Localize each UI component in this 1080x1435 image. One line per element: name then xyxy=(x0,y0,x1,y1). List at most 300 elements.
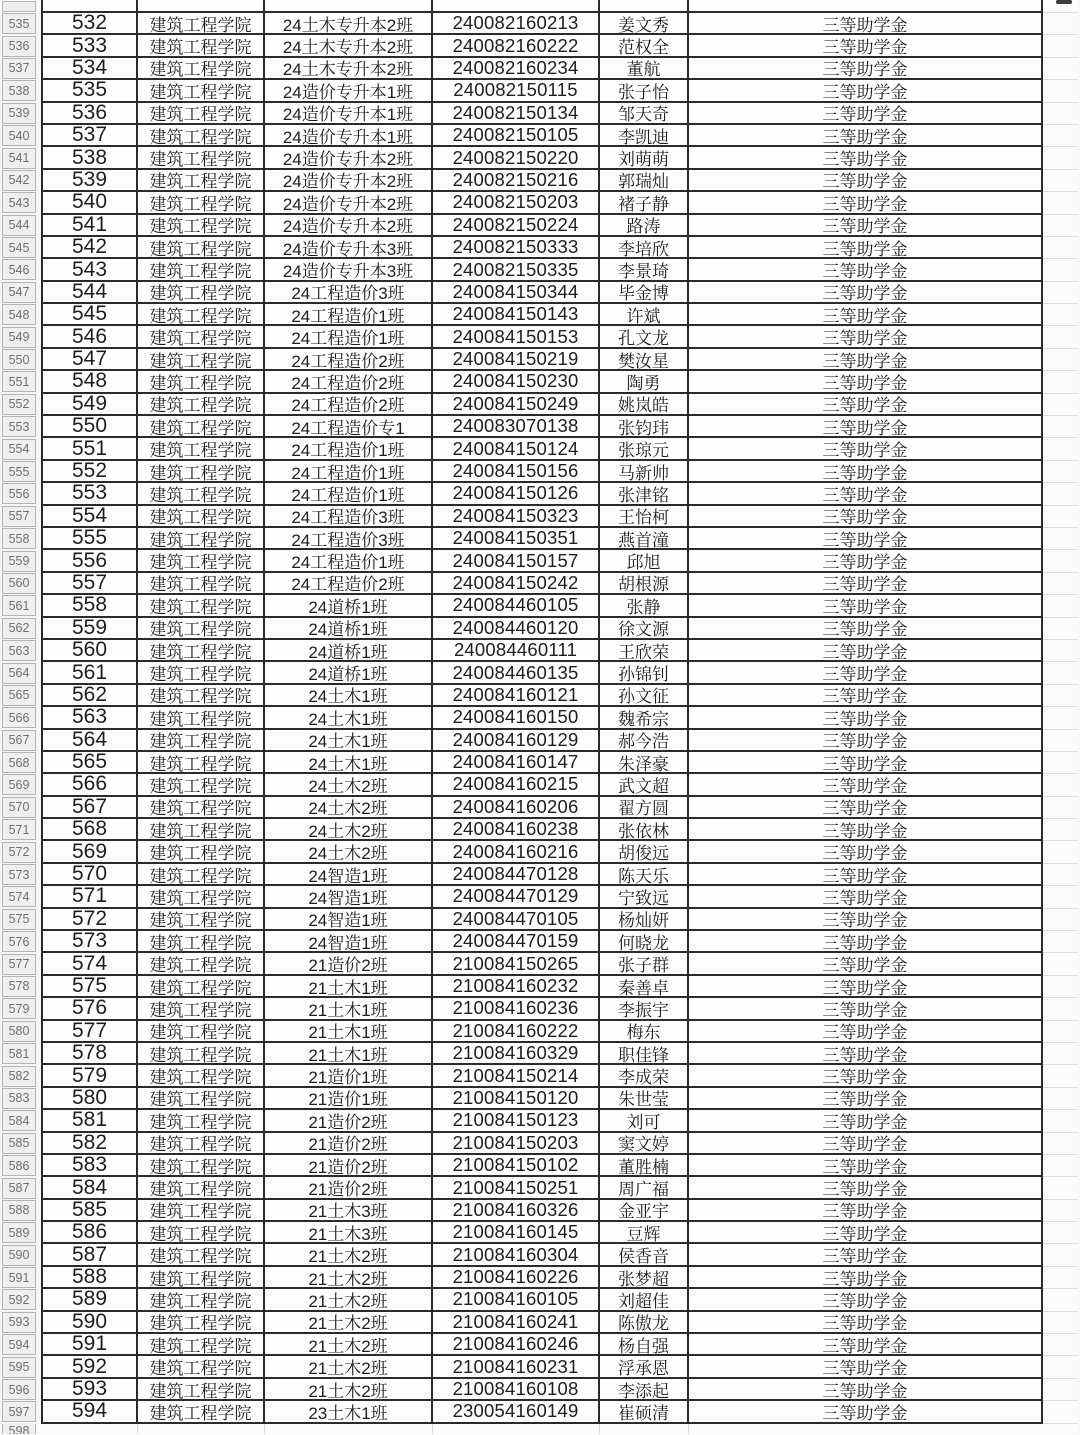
row-number-header[interactable] xyxy=(0,1267,38,1289)
college-cell[interactable]: 建筑工程学院 xyxy=(138,1356,265,1378)
student-id-cell[interactable]: 240084160216 xyxy=(433,841,600,863)
award-cell[interactable] xyxy=(689,0,1043,13)
row-number-header[interactable] xyxy=(0,394,38,416)
empty-cell[interactable] xyxy=(1043,1222,1078,1244)
class-cell[interactable]: 24土木1班 xyxy=(265,752,433,774)
seq-cell[interactable]: 586 xyxy=(41,1222,138,1244)
award-cell[interactable]: 三等助学金 xyxy=(689,371,1043,393)
seq-cell[interactable]: 548 xyxy=(41,371,138,393)
award-cell[interactable]: 三等助学金 xyxy=(689,304,1043,326)
name-cell[interactable]: 武文超 xyxy=(600,774,689,796)
empty-cell[interactable] xyxy=(1043,371,1078,393)
name-cell[interactable]: 胡根源 xyxy=(600,573,689,595)
row-number-header[interactable] xyxy=(0,147,38,169)
name-cell[interactable]: 魏希宗 xyxy=(600,707,689,729)
name-cell[interactable]: 郝今浩 xyxy=(600,730,689,752)
award-cell[interactable]: 三等助学金 xyxy=(689,528,1043,550)
student-id-cell[interactable]: 210084160241 xyxy=(433,1312,600,1334)
name-cell[interactable]: 王怡柯 xyxy=(600,506,689,528)
student-id-cell[interactable]: 240084150153 xyxy=(433,326,600,348)
row-number-header[interactable] xyxy=(0,80,38,102)
seq-cell[interactable]: 572 xyxy=(41,909,138,931)
award-cell[interactable]: 三等助学金 xyxy=(689,662,1043,684)
empty-cell[interactable] xyxy=(1043,1401,1078,1423)
seq-cell[interactable]: 547 xyxy=(41,349,138,371)
college-cell[interactable]: 建筑工程学院 xyxy=(138,1401,265,1423)
name-cell[interactable]: 毕金博 xyxy=(600,282,689,304)
name-cell[interactable]: 邱旭 xyxy=(600,550,689,572)
row-number-header[interactable] xyxy=(0,550,38,572)
class-cell[interactable]: 24土木2班 xyxy=(265,819,433,841)
empty-cell[interactable] xyxy=(1043,215,1078,237)
award-cell[interactable]: 三等助学金 xyxy=(689,506,1043,528)
award-cell[interactable]: 三等助学金 xyxy=(689,976,1043,998)
college-cell[interactable] xyxy=(138,1424,265,1435)
class-cell[interactable]: 24工程造价1班 xyxy=(265,550,433,572)
student-id-cell[interactable]: 210084160304 xyxy=(433,1244,600,1266)
student-id-cell[interactable]: 210084160108 xyxy=(433,1379,600,1401)
award-cell[interactable]: 三等助学金 xyxy=(689,326,1043,348)
college-cell[interactable]: 建筑工程学院 xyxy=(138,528,265,550)
row-number-header[interactable] xyxy=(0,1065,38,1087)
empty-cell[interactable] xyxy=(1043,1312,1078,1334)
student-id-cell[interactable]: 210084160231 xyxy=(433,1356,600,1378)
class-cell[interactable]: 24工程造价2班 xyxy=(265,394,433,416)
name-cell[interactable]: 职佳锋 xyxy=(600,1043,689,1065)
college-cell[interactable]: 建筑工程学院 xyxy=(138,931,265,953)
empty-cell[interactable] xyxy=(1043,1177,1078,1199)
student-id-cell[interactable]: 210084150120 xyxy=(433,1088,600,1110)
class-cell[interactable]: 24土木2班 xyxy=(265,841,433,863)
class-cell[interactable]: 21土木2班 xyxy=(265,1289,433,1311)
student-id-cell[interactable]: 240082150203 xyxy=(433,192,600,214)
name-cell[interactable]: 姜文秀 xyxy=(600,13,689,35)
class-cell[interactable]: 24土木专升本2班 xyxy=(265,13,433,35)
award-cell[interactable]: 三等助学金 xyxy=(689,1155,1043,1177)
student-id-cell[interactable]: 240084470159 xyxy=(433,931,600,953)
class-cell[interactable]: 24道桥1班 xyxy=(265,595,433,617)
row-number-header[interactable] xyxy=(0,1401,38,1423)
seq-cell[interactable]: 577 xyxy=(41,1021,138,1043)
award-cell[interactable]: 三等助学金 xyxy=(689,1356,1043,1378)
award-cell[interactable]: 三等助学金 xyxy=(689,886,1043,908)
empty-cell[interactable] xyxy=(1043,998,1078,1020)
class-cell[interactable]: 21土木2班 xyxy=(265,1379,433,1401)
class-cell[interactable]: 21造价1班 xyxy=(265,1065,433,1087)
name-cell[interactable]: 许斌 xyxy=(600,304,689,326)
row-number-header[interactable] xyxy=(0,931,38,953)
class-cell[interactable]: 24智造1班 xyxy=(265,909,433,931)
seq-cell[interactable]: 542 xyxy=(41,237,138,259)
empty-cell[interactable] xyxy=(1043,349,1078,371)
award-cell[interactable]: 三等助学金 xyxy=(689,707,1043,729)
college-cell[interactable]: 建筑工程学院 xyxy=(138,550,265,572)
seq-cell[interactable]: 578 xyxy=(41,1043,138,1065)
award-cell[interactable]: 三等助学金 xyxy=(689,394,1043,416)
name-cell[interactable]: 秦善卓 xyxy=(600,976,689,998)
name-cell[interactable] xyxy=(600,0,689,13)
empty-cell[interactable] xyxy=(1043,304,1078,326)
college-cell[interactable]: 建筑工程学院 xyxy=(138,416,265,438)
college-cell[interactable]: 建筑工程学院 xyxy=(138,1155,265,1177)
award-cell[interactable]: 三等助学金 xyxy=(689,1379,1043,1401)
seq-cell[interactable]: 590 xyxy=(41,1312,138,1334)
award-cell[interactable]: 三等助学金 xyxy=(689,170,1043,192)
class-cell[interactable]: 21土木3班 xyxy=(265,1200,433,1222)
row-number-header[interactable] xyxy=(0,1222,38,1244)
college-cell[interactable]: 建筑工程学院 xyxy=(138,326,265,348)
college-cell[interactable]: 建筑工程学院 xyxy=(138,909,265,931)
student-id-cell[interactable]: 210084160226 xyxy=(433,1267,600,1289)
student-id-cell[interactable]: 210084150251 xyxy=(433,1177,600,1199)
class-cell[interactable]: 21土木1班 xyxy=(265,1043,433,1065)
college-cell[interactable]: 建筑工程学院 xyxy=(138,1021,265,1043)
seq-cell[interactable]: 552 xyxy=(41,461,138,483)
name-cell[interactable]: 刘超佳 xyxy=(600,1289,689,1311)
empty-cell[interactable] xyxy=(1043,864,1078,886)
class-cell[interactable]: 24土木2班 xyxy=(265,797,433,819)
seq-cell[interactable] xyxy=(41,1424,138,1435)
student-id-cell[interactable]: 240082150220 xyxy=(433,147,600,169)
name-cell[interactable]: 李景琦 xyxy=(600,259,689,281)
empty-cell[interactable] xyxy=(1043,819,1078,841)
college-cell[interactable]: 建筑工程学院 xyxy=(138,1289,265,1311)
name-cell[interactable]: 张琼元 xyxy=(600,438,689,460)
empty-cell[interactable] xyxy=(1043,528,1078,550)
empty-cell[interactable] xyxy=(1043,595,1078,617)
row-number-header[interactable] xyxy=(0,461,38,483)
empty-cell[interactable] xyxy=(1043,58,1078,80)
student-id-cell[interactable]: 210084160246 xyxy=(433,1334,600,1356)
seq-cell[interactable]: 568 xyxy=(41,819,138,841)
seq-cell[interactable]: 571 xyxy=(41,886,138,908)
student-id-cell[interactable]: 230054160149 xyxy=(433,1401,600,1423)
empty-cell[interactable] xyxy=(1043,80,1078,102)
name-cell[interactable]: 金亚宇 xyxy=(600,1200,689,1222)
award-cell[interactable]: 三等助学金 xyxy=(689,483,1043,505)
empty-cell[interactable] xyxy=(1043,1267,1078,1289)
class-cell[interactable]: 24智造1班 xyxy=(265,864,433,886)
seq-cell[interactable]: 575 xyxy=(41,976,138,998)
class-cell[interactable]: 24土木专升本2班 xyxy=(265,35,433,57)
seq-cell[interactable]: 543 xyxy=(41,259,138,281)
student-id-cell[interactable]: 240082150335 xyxy=(433,259,600,281)
seq-cell[interactable]: 588 xyxy=(41,1267,138,1289)
college-cell[interactable]: 建筑工程学院 xyxy=(138,192,265,214)
empty-cell[interactable] xyxy=(1043,416,1078,438)
class-cell[interactable]: 24工程造价2班 xyxy=(265,349,433,371)
college-cell[interactable]: 建筑工程学院 xyxy=(138,998,265,1020)
college-cell[interactable]: 建筑工程学院 xyxy=(138,1334,265,1356)
name-cell[interactable]: 邹天奇 xyxy=(600,103,689,125)
award-cell[interactable]: 三等助学金 xyxy=(689,1065,1043,1087)
award-cell[interactable]: 三等助学金 xyxy=(689,640,1043,662)
seq-cell[interactable]: 567 xyxy=(41,797,138,819)
empty-cell[interactable] xyxy=(1043,730,1078,752)
class-cell[interactable]: 24土木专升本2班 xyxy=(265,58,433,80)
award-cell[interactable]: 三等助学金 xyxy=(689,953,1043,975)
row-number-header[interactable] xyxy=(0,326,38,348)
student-id-cell[interactable]: 240084160147 xyxy=(433,752,600,774)
empty-cell[interactable] xyxy=(1043,259,1078,281)
class-cell[interactable]: 24工程造价1班 xyxy=(265,438,433,460)
row-number-header[interactable] xyxy=(0,1110,38,1132)
college-cell[interactable]: 建筑工程学院 xyxy=(138,730,265,752)
class-cell[interactable]: 21土木1班 xyxy=(265,1021,433,1043)
name-cell[interactable]: 范权全 xyxy=(600,35,689,57)
class-cell[interactable]: 21土木1班 xyxy=(265,976,433,998)
row-number-header[interactable] xyxy=(0,998,38,1020)
empty-cell[interactable] xyxy=(1043,147,1078,169)
student-id-cell[interactable] xyxy=(433,0,600,13)
student-id-cell[interactable]: 210084160232 xyxy=(433,976,600,998)
college-cell[interactable]: 建筑工程学院 xyxy=(138,103,265,125)
seq-cell[interactable]: 560 xyxy=(41,640,138,662)
college-cell[interactable]: 建筑工程学院 xyxy=(138,953,265,975)
award-cell[interactable]: 三等助学金 xyxy=(689,573,1043,595)
name-cell[interactable]: 张静 xyxy=(600,595,689,617)
row-number-header[interactable] xyxy=(0,125,38,147)
student-id-cell[interactable]: 240084460111 xyxy=(433,640,600,662)
row-number-header[interactable] xyxy=(0,506,38,528)
seq-cell[interactable]: 538 xyxy=(41,147,138,169)
seq-cell[interactable]: 535 xyxy=(41,80,138,102)
row-number-header[interactable] xyxy=(0,1379,38,1401)
award-cell[interactable]: 三等助学金 xyxy=(689,282,1043,304)
row-number-header[interactable] xyxy=(0,752,38,774)
college-cell[interactable]: 建筑工程学院 xyxy=(138,125,265,147)
student-id-cell[interactable]: 240082160234 xyxy=(433,58,600,80)
row-number-header[interactable] xyxy=(0,371,38,393)
empty-cell[interactable] xyxy=(1043,752,1078,774)
name-cell[interactable]: 周广福 xyxy=(600,1177,689,1199)
name-cell[interactable] xyxy=(600,1424,689,1435)
award-cell[interactable]: 三等助学金 xyxy=(689,1088,1043,1110)
name-cell[interactable]: 何晓龙 xyxy=(600,931,689,953)
award-cell[interactable]: 三等助学金 xyxy=(689,35,1043,57)
row-number-header[interactable] xyxy=(0,483,38,505)
seq-cell[interactable]: 592 xyxy=(41,1356,138,1378)
student-id-cell[interactable]: 240082160222 xyxy=(433,35,600,57)
seq-cell[interactable]: 570 xyxy=(41,864,138,886)
student-id-cell[interactable]: 240083070138 xyxy=(433,416,600,438)
row-number-header[interactable] xyxy=(0,282,38,304)
class-cell[interactable]: 24土木2班 xyxy=(265,774,433,796)
seq-cell[interactable]: 556 xyxy=(41,550,138,572)
award-cell[interactable]: 三等助学金 xyxy=(689,237,1043,259)
student-id-cell[interactable]: 210084160222 xyxy=(433,1021,600,1043)
row-number-header[interactable] xyxy=(0,841,38,863)
empty-cell[interactable] xyxy=(1043,1065,1078,1087)
college-cell[interactable]: 建筑工程学院 xyxy=(138,80,265,102)
class-cell[interactable]: 24工程造价2班 xyxy=(265,573,433,595)
empty-cell[interactable] xyxy=(1043,35,1078,57)
seq-cell[interactable]: 555 xyxy=(41,528,138,550)
empty-cell[interactable] xyxy=(1043,326,1078,348)
class-cell[interactable]: 24工程造价3班 xyxy=(265,282,433,304)
award-cell[interactable]: 三等助学金 xyxy=(689,1289,1043,1311)
row-number-header[interactable] xyxy=(0,35,38,57)
award-cell[interactable]: 三等助学金 xyxy=(689,1021,1043,1043)
student-id-cell[interactable]: 210084150102 xyxy=(433,1155,600,1177)
empty-cell[interactable] xyxy=(1043,1244,1078,1266)
class-cell[interactable]: 21造价2班 xyxy=(265,1110,433,1132)
class-cell[interactable] xyxy=(265,0,433,13)
seq-cell[interactable]: 564 xyxy=(41,730,138,752)
name-cell[interactable]: 路涛 xyxy=(600,215,689,237)
class-cell[interactable]: 24土木1班 xyxy=(265,707,433,729)
college-cell[interactable]: 建筑工程学院 xyxy=(138,618,265,640)
college-cell[interactable]: 建筑工程学院 xyxy=(138,147,265,169)
row-number-header[interactable] xyxy=(0,13,38,35)
seq-cell[interactable]: 536 xyxy=(41,103,138,125)
class-cell[interactable]: 24道桥1班 xyxy=(265,618,433,640)
row-number-header[interactable] xyxy=(0,304,38,326)
name-cell[interactable]: 徐文源 xyxy=(600,618,689,640)
row-number-header[interactable] xyxy=(0,886,38,908)
award-cell[interactable]: 三等助学金 xyxy=(689,125,1043,147)
seq-cell[interactable] xyxy=(41,0,138,13)
student-id-cell[interactable]: 240084150143 xyxy=(433,304,600,326)
empty-cell[interactable] xyxy=(1043,1088,1078,1110)
row-number-header[interactable] xyxy=(0,707,38,729)
row-number-header[interactable] xyxy=(0,909,38,931)
student-id-cell[interactable]: 240082160213 xyxy=(433,13,600,35)
award-cell[interactable]: 三等助学金 xyxy=(689,819,1043,841)
student-id-cell[interactable]: 240084470105 xyxy=(433,909,600,931)
seq-cell[interactable]: 566 xyxy=(41,774,138,796)
row-number-header[interactable] xyxy=(0,103,38,125)
seq-cell[interactable]: 546 xyxy=(41,326,138,348)
class-cell[interactable]: 21土木3班 xyxy=(265,1222,433,1244)
empty-cell[interactable] xyxy=(1043,931,1078,953)
seq-cell[interactable]: 544 xyxy=(41,282,138,304)
college-cell[interactable]: 建筑工程学院 xyxy=(138,819,265,841)
empty-cell[interactable] xyxy=(1043,1424,1078,1435)
class-cell[interactable]: 21造价2班 xyxy=(265,1155,433,1177)
student-id-cell[interactable]: 240084160121 xyxy=(433,685,600,707)
row-number-header[interactable] xyxy=(0,797,38,819)
college-cell[interactable]: 建筑工程学院 xyxy=(138,1267,265,1289)
empty-cell[interactable] xyxy=(1043,394,1078,416)
scrollbar-thumb[interactable] xyxy=(1056,0,1072,4)
empty-cell[interactable] xyxy=(1043,170,1078,192)
empty-cell[interactable] xyxy=(1043,1200,1078,1222)
class-cell[interactable]: 24工程造价专1 xyxy=(265,416,433,438)
seq-cell[interactable]: 584 xyxy=(41,1177,138,1199)
empty-cell[interactable] xyxy=(1043,550,1078,572)
college-cell[interactable]: 建筑工程学院 xyxy=(138,752,265,774)
row-number-header[interactable] xyxy=(0,349,38,371)
name-cell[interactable]: 王欣荣 xyxy=(600,640,689,662)
college-cell[interactable] xyxy=(138,0,265,13)
college-cell[interactable]: 建筑工程学院 xyxy=(138,1110,265,1132)
award-cell[interactable]: 三等助学金 xyxy=(689,1222,1043,1244)
college-cell[interactable]: 建筑工程学院 xyxy=(138,237,265,259)
name-cell[interactable]: 杨灿妍 xyxy=(600,909,689,931)
award-cell[interactable]: 三等助学金 xyxy=(689,1110,1043,1132)
class-cell[interactable]: 21土木2班 xyxy=(265,1356,433,1378)
college-cell[interactable]: 建筑工程学院 xyxy=(138,349,265,371)
row-number-header[interactable] xyxy=(0,864,38,886)
award-cell[interactable]: 三等助学金 xyxy=(689,1043,1043,1065)
class-cell[interactable]: 24造价专升本3班 xyxy=(265,237,433,259)
award-cell[interactable]: 三等助学金 xyxy=(689,1401,1043,1423)
award-cell[interactable]: 三等助学金 xyxy=(689,349,1043,371)
row-number-header[interactable] xyxy=(0,774,38,796)
seq-cell[interactable]: 558 xyxy=(41,595,138,617)
class-cell[interactable]: 21土木2班 xyxy=(265,1334,433,1356)
student-id-cell[interactable]: 240084160206 xyxy=(433,797,600,819)
seq-cell[interactable]: 541 xyxy=(41,215,138,237)
college-cell[interactable]: 建筑工程学院 xyxy=(138,1088,265,1110)
empty-cell[interactable] xyxy=(1043,841,1078,863)
row-number-header[interactable] xyxy=(0,1088,38,1110)
student-id-cell[interactable]: 240084150344 xyxy=(433,282,600,304)
class-cell[interactable]: 24道桥1班 xyxy=(265,640,433,662)
row-number-header[interactable] xyxy=(0,953,38,975)
seq-cell[interactable]: 534 xyxy=(41,58,138,80)
award-cell[interactable]: 三等助学金 xyxy=(689,147,1043,169)
class-cell[interactable]: 24土木1班 xyxy=(265,685,433,707)
college-cell[interactable]: 建筑工程学院 xyxy=(138,394,265,416)
student-id-cell[interactable]: 240084150156 xyxy=(433,461,600,483)
class-cell[interactable] xyxy=(265,1424,433,1435)
name-cell[interactable]: 马新帅 xyxy=(600,461,689,483)
class-cell[interactable]: 24造价专升本1班 xyxy=(265,103,433,125)
seq-cell[interactable]: 561 xyxy=(41,662,138,684)
award-cell[interactable]: 三等助学金 xyxy=(689,1334,1043,1356)
empty-cell[interactable] xyxy=(1043,461,1078,483)
empty-cell[interactable] xyxy=(1043,1356,1078,1378)
award-cell[interactable]: 三等助学金 xyxy=(689,461,1043,483)
name-cell[interactable]: 李添起 xyxy=(600,1379,689,1401)
name-cell[interactable]: 刘萌萌 xyxy=(600,147,689,169)
empty-cell[interactable] xyxy=(1043,438,1078,460)
row-number-header[interactable] xyxy=(0,259,38,281)
empty-cell[interactable] xyxy=(1043,1334,1078,1356)
class-cell[interactable]: 24工程造价1班 xyxy=(265,304,433,326)
empty-cell[interactable] xyxy=(1043,1379,1078,1401)
college-cell[interactable]: 建筑工程学院 xyxy=(138,1312,265,1334)
name-cell[interactable]: 崔硕清 xyxy=(600,1401,689,1423)
class-cell[interactable]: 24造价专升本2班 xyxy=(265,170,433,192)
empty-cell[interactable] xyxy=(1043,1021,1078,1043)
class-cell[interactable]: 24造价专升本2班 xyxy=(265,215,433,237)
seq-cell[interactable]: 585 xyxy=(41,1200,138,1222)
college-cell[interactable]: 建筑工程学院 xyxy=(138,886,265,908)
college-cell[interactable]: 建筑工程学院 xyxy=(138,640,265,662)
empty-cell[interactable] xyxy=(1043,1133,1078,1155)
student-id-cell[interactable]: 240084470129 xyxy=(433,886,600,908)
student-id-cell[interactable]: 210084160326 xyxy=(433,1200,600,1222)
student-id-cell[interactable]: 240084160129 xyxy=(433,730,600,752)
class-cell[interactable]: 24智造1班 xyxy=(265,931,433,953)
row-number-header[interactable] xyxy=(0,1200,38,1222)
class-cell[interactable]: 24工程造价1班 xyxy=(265,483,433,505)
award-cell[interactable]: 三等助学金 xyxy=(689,998,1043,1020)
award-cell[interactable]: 三等助学金 xyxy=(689,416,1043,438)
name-cell[interactable]: 窦文婷 xyxy=(600,1133,689,1155)
empty-cell[interactable] xyxy=(1043,976,1078,998)
college-cell[interactable]: 建筑工程学院 xyxy=(138,864,265,886)
seq-cell[interactable]: 539 xyxy=(41,170,138,192)
name-cell[interactable]: 董航 xyxy=(600,58,689,80)
student-id-cell[interactable]: 240084160215 xyxy=(433,774,600,796)
row-number-header[interactable] xyxy=(0,1043,38,1065)
class-cell[interactable]: 24造价专升本1班 xyxy=(265,125,433,147)
name-cell[interactable]: 孙锦钊 xyxy=(600,662,689,684)
